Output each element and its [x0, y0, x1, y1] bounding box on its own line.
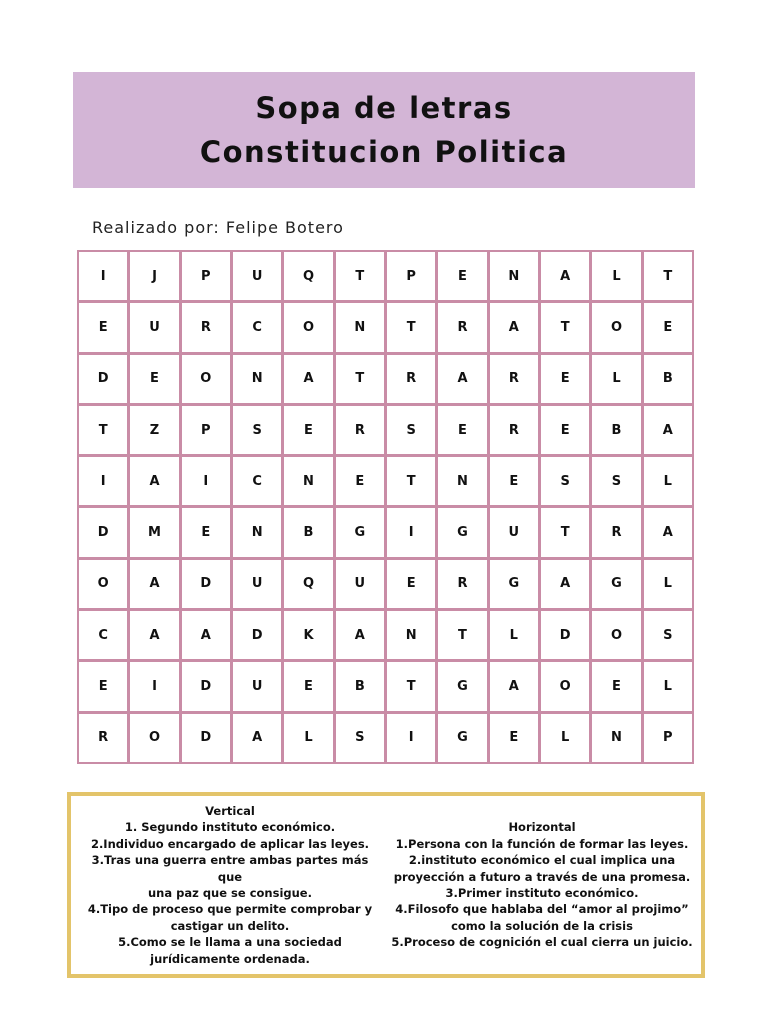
grid-cell[interactable]: A: [336, 611, 384, 659]
grid-cell[interactable]: P: [182, 406, 230, 454]
grid-cell[interactable]: B: [592, 406, 640, 454]
grid-cell[interactable]: E: [182, 508, 230, 556]
grid-cell[interactable]: A: [182, 611, 230, 659]
grid-cell[interactable]: O: [79, 560, 127, 608]
grid-cell[interactable]: G: [336, 508, 384, 556]
grid-cell[interactable]: T: [336, 355, 384, 403]
vertical-clue-line: una paz que se consigue.: [148, 886, 312, 900]
grid-cell[interactable]: E: [284, 406, 332, 454]
grid-cell[interactable]: I: [79, 457, 127, 505]
grid-cell[interactable]: A: [130, 560, 178, 608]
horizontal-clue-line: como la solución de la crisis: [451, 918, 633, 933]
grid-cell[interactable]: D: [541, 611, 589, 659]
grid-cell[interactable]: L: [592, 252, 640, 300]
grid-cell[interactable]: D: [182, 662, 230, 710]
grid-cell[interactable]: E: [644, 303, 692, 351]
grid-cell[interactable]: L: [490, 611, 538, 659]
grid-cell[interactable]: R: [438, 303, 486, 351]
horizontal-clue-line: 2.instituto económico el cual implica una: [408, 853, 676, 868]
grid-cell[interactable]: B: [284, 508, 332, 556]
grid-cell[interactable]: U: [490, 508, 538, 556]
vertical-clue-line: 1. Segundo instituto económico.: [124, 820, 336, 835]
vertical-clue-line: castigar un delito.: [170, 918, 290, 933]
horizontal-clue-line: 3.Primer instituto económico.: [445, 886, 639, 900]
clues-box: [67, 792, 705, 978]
grid-cell[interactable]: G: [438, 714, 486, 762]
grid-cell[interactable]: E: [284, 662, 332, 710]
grid-cell[interactable]: O: [541, 662, 589, 710]
grid-cell[interactable]: D: [79, 508, 127, 556]
grid-cell[interactable]: L: [644, 457, 692, 505]
grid-cell[interactable]: R: [490, 406, 538, 454]
grid-cell[interactable]: E: [490, 457, 538, 505]
grid-cell[interactable]: I: [130, 662, 178, 710]
grid-cell[interactable]: D: [233, 611, 281, 659]
grid-cell[interactable]: S: [644, 611, 692, 659]
grid-cell[interactable]: G: [438, 508, 486, 556]
grid-cell[interactable]: A: [130, 611, 178, 659]
grid-cell[interactable]: D: [182, 714, 230, 762]
grid-cell[interactable]: I: [387, 714, 435, 762]
grid-cell[interactable]: C: [79, 611, 127, 659]
grid-cell[interactable]: B: [644, 355, 692, 403]
grid-cell[interactable]: N: [387, 611, 435, 659]
grid-cell[interactable]: N: [336, 303, 384, 351]
grid-cell[interactable]: A: [438, 355, 486, 403]
grid-cell[interactable]: R: [490, 355, 538, 403]
title-line-1: Sopa de letras: [255, 91, 513, 125]
grid-cell[interactable]: A: [541, 560, 589, 608]
horizontal-clue-line: 5.Proceso de cognición el cual cierra un juicio.: [391, 935, 693, 950]
grid-cell[interactable]: O: [592, 303, 640, 351]
grid-cell[interactable]: Z: [130, 406, 178, 454]
grid-cell[interactable]: O: [130, 714, 178, 762]
grid-cell[interactable]: O: [182, 355, 230, 403]
grid-cell[interactable]: D: [182, 560, 230, 608]
grid-cell[interactable]: G: [490, 560, 538, 608]
horizontal-clue-line: 4.Filosofo que hablaba del “amor al projimo”: [395, 902, 689, 917]
grid-cell[interactable]: S: [541, 457, 589, 505]
grid-cell[interactable]: T: [438, 611, 486, 659]
grid-cell[interactable]: U: [233, 252, 281, 300]
grid-cell[interactable]: K: [284, 611, 332, 659]
grid-cell[interactable]: M: [130, 508, 178, 556]
grid-cell[interactable]: R: [336, 406, 384, 454]
grid-cell[interactable]: S: [387, 406, 435, 454]
horizontal-clue-line: 1.Persona con la función de formar las leyes.: [395, 836, 689, 851]
grid-cell[interactable]: I: [79, 252, 127, 300]
grid-cell[interactable]: D: [79, 355, 127, 403]
grid-cell[interactable]: E: [336, 457, 384, 505]
grid-cell[interactable]: Q: [284, 560, 332, 608]
grid-cell[interactable]: R: [79, 714, 127, 762]
grid-cell[interactable]: C: [233, 303, 281, 351]
grid-cell[interactable]: E: [438, 252, 486, 300]
grid-cell[interactable]: U: [233, 560, 281, 608]
grid-cell[interactable]: N: [233, 355, 281, 403]
grid-cell[interactable]: N: [438, 457, 486, 505]
grid-cell[interactable]: C: [233, 457, 281, 505]
horizontal-clue-line: proyección a futuro a través de una promesa.: [393, 869, 691, 884]
grid-cell[interactable]: A: [490, 662, 538, 710]
grid-cell[interactable]: E: [541, 406, 589, 454]
grid-cell[interactable]: G: [592, 560, 640, 608]
grid-cell[interactable]: O: [284, 303, 332, 351]
author-credit: Realizado por: Felipe Botero: [92, 218, 344, 237]
grid-cell[interactable]: S: [233, 406, 281, 454]
grid-cell[interactable]: T: [541, 303, 589, 351]
grid-cell[interactable]: S: [592, 457, 640, 505]
grid-cell[interactable]: Q: [284, 252, 332, 300]
grid-cell[interactable]: T: [387, 662, 435, 710]
grid-cell[interactable]: N: [284, 457, 332, 505]
grid-cell[interactable]: R: [182, 303, 230, 351]
horizontal-clues: [387, 796, 701, 974]
grid-cell[interactable]: A: [541, 252, 589, 300]
grid-cell[interactable]: R: [438, 560, 486, 608]
grid-cell[interactable]: A: [644, 508, 692, 556]
grid-cell[interactable]: A: [644, 406, 692, 454]
grid-cell[interactable]: N: [233, 508, 281, 556]
grid-cell[interactable]: A: [284, 355, 332, 403]
title-banner: [73, 72, 695, 188]
grid-cell[interactable]: A: [233, 714, 281, 762]
grid-cell[interactable]: T: [387, 303, 435, 351]
word-search-grid: [77, 250, 694, 764]
grid-cell[interactable]: L: [284, 714, 332, 762]
grid-cell[interactable]: L: [644, 560, 692, 608]
grid-cell[interactable]: E: [541, 355, 589, 403]
horizontal-heading: Horizontal: [508, 820, 576, 835]
grid-cell[interactable]: G: [438, 662, 486, 710]
grid-cell[interactable]: N: [490, 252, 538, 300]
vertical-clue-line: 4.Tipo de proceso que permite comprobar y: [87, 902, 373, 917]
grid-cell[interactable]: P: [387, 252, 435, 300]
grid-cell[interactable]: E: [130, 355, 178, 403]
grid-cell[interactable]: L: [592, 355, 640, 403]
grid-cell[interactable]: T: [79, 406, 127, 454]
grid-cell[interactable]: E: [592, 662, 640, 710]
grid-cell[interactable]: T: [387, 457, 435, 505]
grid-cell[interactable]: L: [644, 662, 692, 710]
vertical-clue-line: 2.Individuo encargado de aplicar las leyes.: [90, 836, 370, 851]
grid-cell[interactable]: I: [182, 457, 230, 505]
grid-cell[interactable]: J: [130, 252, 178, 300]
grid-cell[interactable]: E: [79, 303, 127, 351]
grid-cell[interactable]: T: [336, 252, 384, 300]
grid-cell[interactable]: E: [79, 662, 127, 710]
grid-cell[interactable]: L: [541, 714, 589, 762]
grid-cell[interactable]: P: [644, 714, 692, 762]
grid-cell[interactable]: A: [130, 457, 178, 505]
grid-cell[interactable]: R: [592, 508, 640, 556]
grid-cell[interactable]: U: [336, 560, 384, 608]
vertical-clue-line: 3.Tras una guerra entre ambas partes más que: [91, 853, 369, 884]
grid-cell[interactable]: E: [490, 714, 538, 762]
grid-cell[interactable]: A: [490, 303, 538, 351]
vertical-heading: Vertical: [205, 803, 255, 818]
grid-cell[interactable]: N: [592, 714, 640, 762]
grid-cell[interactable]: U: [130, 303, 178, 351]
grid-cell[interactable]: R: [387, 355, 435, 403]
vertical-clues: [71, 796, 387, 974]
grid-cell[interactable]: E: [387, 560, 435, 608]
grid-cell[interactable]: S: [336, 714, 384, 762]
grid-cell[interactable]: I: [387, 508, 435, 556]
grid-cell[interactable]: P: [182, 252, 230, 300]
grid-cell[interactable]: O: [592, 611, 640, 659]
grid-cell[interactable]: U: [233, 662, 281, 710]
vertical-clue-line: jurídicamente ordenada.: [150, 951, 310, 966]
grid-cell[interactable]: T: [644, 252, 692, 300]
grid-cell[interactable]: E: [438, 406, 486, 454]
title-line-2: Constitucion Politica: [199, 135, 569, 169]
grid-cell[interactable]: T: [541, 508, 589, 556]
grid-cell[interactable]: B: [336, 662, 384, 710]
vertical-clue-line: 5.Como se le llama a una sociedad: [118, 935, 342, 950]
